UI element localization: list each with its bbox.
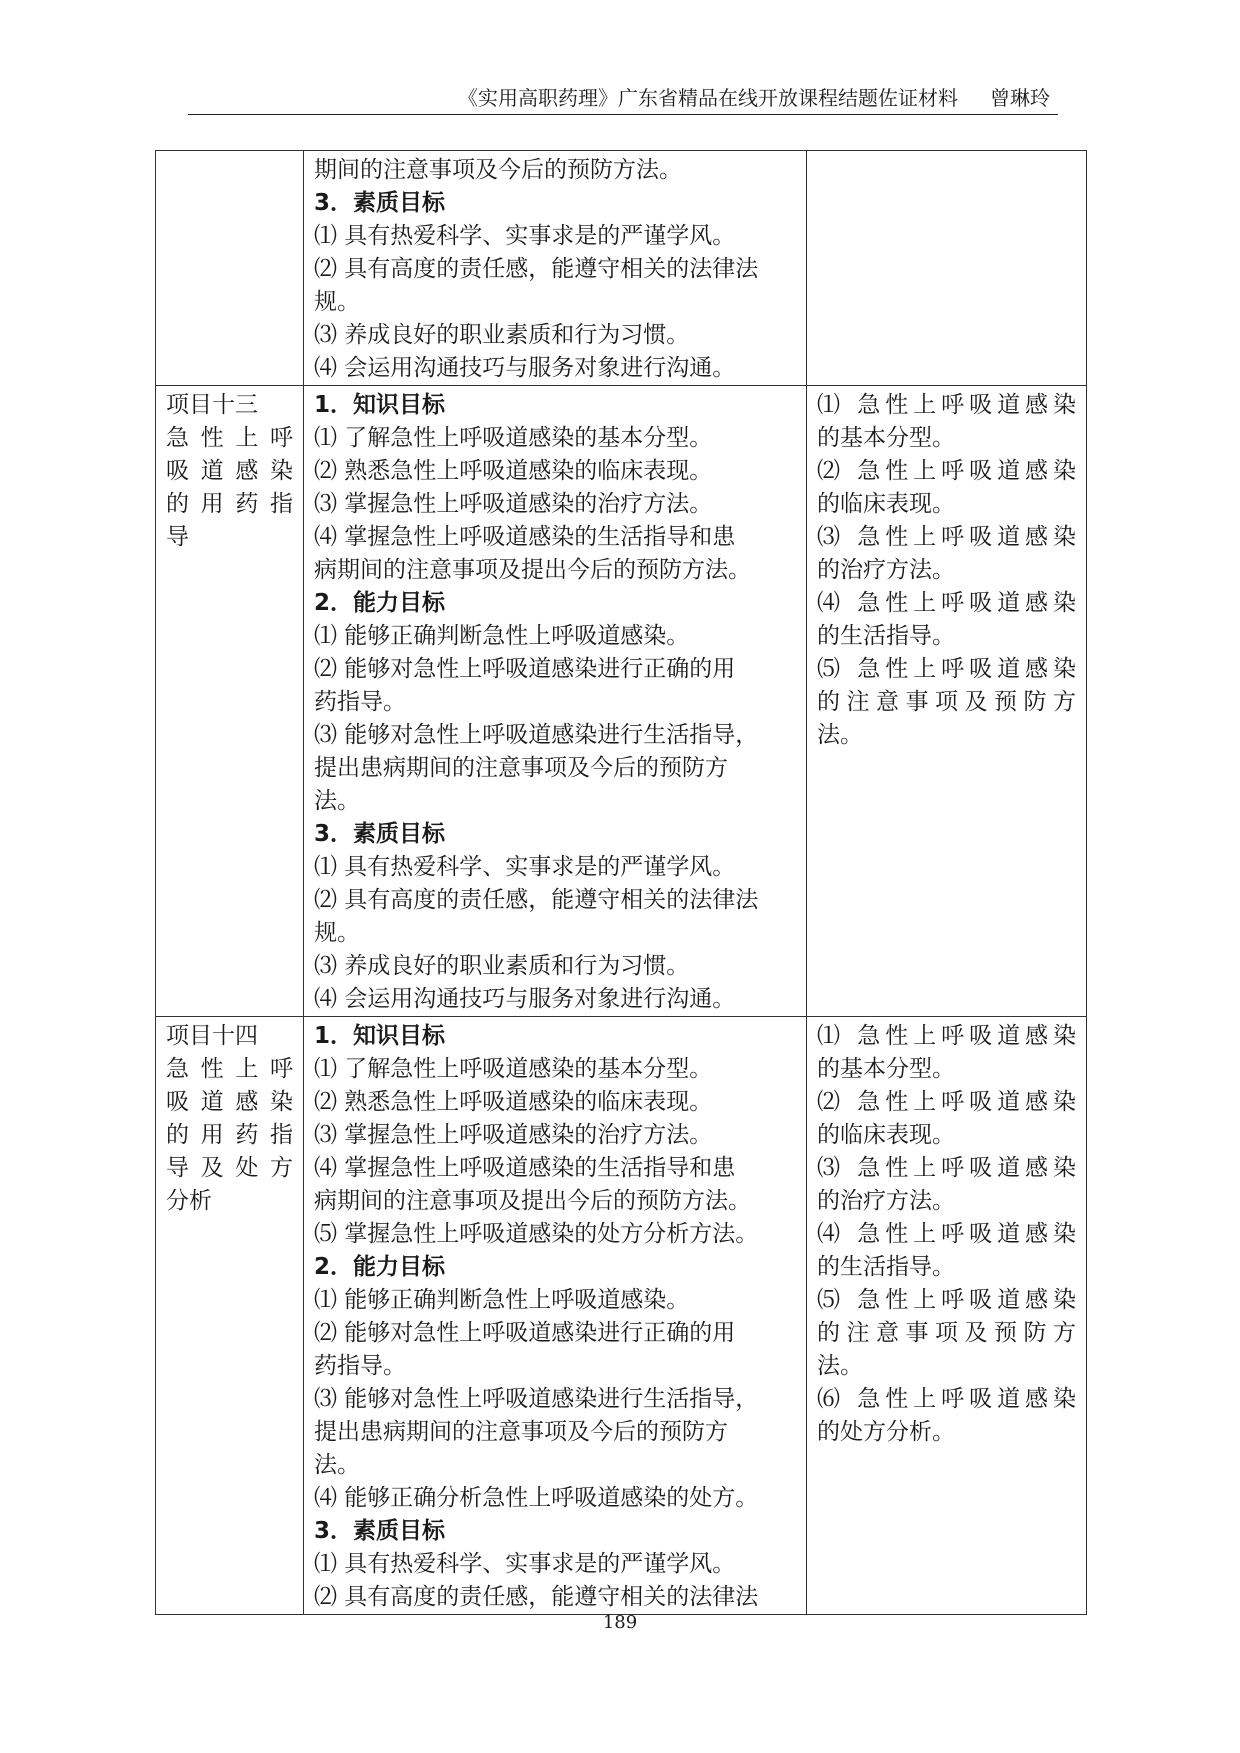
- objectives-cell: [304, 1017, 807, 1615]
- objective-line: 法。: [314, 1452, 360, 1478]
- key-point-line: 的注意事项及预防方: [817, 1320, 1076, 1346]
- objective-line: ⑴ 具有热爱科学、实事求是的严谨学风。: [314, 223, 736, 249]
- objective-line: ⑴ 能够正确判断急性上呼吸道感染。: [314, 1287, 690, 1313]
- objective-line: 药指导。: [314, 689, 406, 715]
- project-name-line: 急性上呼: [166, 425, 293, 451]
- objective-line: ⑴ 了解急性上呼吸道感染的基本分型。: [314, 425, 713, 451]
- key-point-line: ⑹ 急性上呼吸道感染: [817, 1386, 1076, 1412]
- table-body: [156, 151, 1087, 1615]
- objective-line: ⑵ 具有高度的责任感，能遵守相关的法律法: [314, 1584, 759, 1610]
- project-name-line: 的用药指: [166, 1122, 293, 1148]
- objective-line: 期间的注意事项及今后的预防方法。: [314, 157, 682, 183]
- objective-line: ⑷ 会运用沟通技巧与服务对象进行沟通。: [314, 355, 736, 381]
- objective-heading: 1．知识目标: [314, 1023, 446, 1049]
- objective-line: 规。: [314, 920, 360, 946]
- project-name-line: 导: [166, 524, 189, 550]
- objective-line: ⑶ 养成良好的职业素质和行为习惯。: [314, 953, 690, 979]
- header-title: 《实用高职药理》广东省精品在线开放课程结题佐证材料: [458, 86, 958, 110]
- project-name-line: 分析: [166, 1188, 212, 1214]
- page-header: [188, 84, 1058, 115]
- objective-line: ⑶ 掌握急性上呼吸道感染的治疗方法。: [314, 491, 713, 517]
- project-name-line: 导及处方: [166, 1155, 293, 1181]
- objective-line: 规。: [314, 289, 360, 315]
- key-point-line: 法。: [817, 722, 863, 748]
- objective-line: ⑸ 掌握急性上呼吸道感染的处方分析方法。: [314, 1221, 759, 1247]
- key-point-line: 的基本分型。: [817, 425, 955, 451]
- objective-line: ⑴ 了解急性上呼吸道感染的基本分型。: [314, 1056, 713, 1082]
- objective-line: ⑶ 养成良好的职业素质和行为习惯。: [314, 322, 690, 348]
- objective-line: ⑵ 熟悉急性上呼吸道感染的临床表现。: [314, 1089, 713, 1115]
- header-text: [458, 84, 1050, 112]
- objective-heading: 2．能力目标: [314, 590, 446, 616]
- objective-heading: 2．能力目标: [314, 1254, 446, 1280]
- key-point-line: 法。: [817, 1353, 863, 1379]
- objective-line: 药指导。: [314, 1353, 406, 1379]
- objective-line: ⑷ 能够正确分析急性上呼吸道感染的处方。: [314, 1485, 759, 1511]
- key-point-line: ⑵ 急性上呼吸道感染: [817, 458, 1076, 484]
- objective-line: ⑵ 能够对急性上呼吸道感染进行正确的用: [314, 1320, 736, 1346]
- objective-line: ⑷ 掌握急性上呼吸道感染的生活指导和患: [314, 524, 736, 550]
- key-point-line: ⑸ 急性上呼吸道感染: [817, 656, 1076, 682]
- objective-line: 提出患病期间的注意事项及今后的预防方: [314, 1419, 728, 1445]
- objective-line: ⑵ 具有高度的责任感，能遵守相关的法律法: [314, 887, 759, 913]
- objective-line: 病期间的注意事项及提出今后的预防方法。: [314, 1188, 751, 1214]
- key-point-line: ⑵ 急性上呼吸道感染: [817, 1089, 1076, 1115]
- key-point-line: ⑴ 急性上呼吸道感染: [817, 1023, 1076, 1049]
- key-points-cell: [807, 151, 1087, 386]
- key-point-line: 的治疗方法。: [817, 1188, 955, 1214]
- objective-line: 提出患病期间的注意事项及今后的预防方: [314, 755, 728, 781]
- page-number: 189: [602, 1612, 638, 1633]
- objective-heading: 1．知识目标: [314, 392, 446, 418]
- objective-line: ⑴ 具有热爱科学、实事求是的严谨学风。: [314, 1551, 736, 1577]
- project-name-line: 项目十四: [166, 1023, 258, 1049]
- key-point-line: 的注意事项及预防方: [817, 689, 1076, 715]
- objective-heading: 3．素质目标: [314, 190, 446, 216]
- key-point-line: ⑸ 急性上呼吸道感染: [817, 1287, 1076, 1313]
- key-point-line: 的处方分析。: [817, 1419, 955, 1445]
- objective-line: ⑵ 具有高度的责任感，能遵守相关的法律法: [314, 256, 759, 282]
- key-points-cell: [807, 1017, 1087, 1615]
- table-row: [156, 386, 1087, 1017]
- project-name-line: 急性上呼: [166, 1056, 293, 1082]
- objective-line: 病期间的注意事项及提出今后的预防方法。: [314, 557, 751, 583]
- project-name-cell: [156, 1017, 304, 1615]
- key-point-line: 的临床表现。: [817, 491, 955, 517]
- key-points-cell: [807, 386, 1087, 1017]
- project-name-line: 吸道感染: [166, 1089, 293, 1115]
- project-name-cell: [156, 151, 304, 386]
- course-objectives-table: [155, 150, 1087, 1615]
- key-point-line: 的临床表现。: [817, 1122, 955, 1148]
- key-point-line: ⑷ 急性上呼吸道感染: [817, 590, 1076, 616]
- objective-line: ⑵ 熟悉急性上呼吸道感染的临床表现。: [314, 458, 713, 484]
- project-name-cell: [156, 386, 304, 1017]
- objective-line: 法。: [314, 788, 360, 814]
- objective-line: ⑵ 能够对急性上呼吸道感染进行正确的用: [314, 656, 736, 682]
- key-point-line: ⑴ 急性上呼吸道感染: [817, 392, 1076, 418]
- project-name-line: 的用药指: [166, 491, 293, 517]
- objective-line: ⑶ 能够对急性上呼吸道感染进行生活指导，: [314, 722, 759, 748]
- objectives-cell: [304, 151, 807, 386]
- table-row: [156, 1017, 1087, 1615]
- table-row: [156, 151, 1087, 386]
- objective-line: ⑷ 掌握急性上呼吸道感染的生活指导和患: [314, 1155, 736, 1181]
- key-point-line: 的生活指导。: [817, 623, 955, 649]
- key-point-line: ⑶ 急性上呼吸道感染: [817, 524, 1076, 550]
- objectives-cell: [304, 386, 807, 1017]
- objective-line: ⑶ 掌握急性上呼吸道感染的治疗方法。: [314, 1122, 713, 1148]
- objective-line: ⑴ 具有热爱科学、实事求是的严谨学风。: [314, 854, 736, 880]
- objective-heading: 3．素质目标: [314, 821, 446, 847]
- project-name-line: 项目十三: [166, 392, 258, 418]
- objective-line: ⑴ 能够正确判断急性上呼吸道感染。: [314, 623, 690, 649]
- header-author: 曾琳玲: [990, 86, 1050, 110]
- objective-line: ⑶ 能够对急性上呼吸道感染进行生活指导，: [314, 1386, 759, 1412]
- key-point-line: 的生活指导。: [817, 1254, 955, 1280]
- key-point-line: ⑶ 急性上呼吸道感染: [817, 1155, 1076, 1181]
- objective-line: ⑷ 会运用沟通技巧与服务对象进行沟通。: [314, 986, 736, 1012]
- project-name-line: 吸道感染: [166, 458, 293, 484]
- key-point-line: 的基本分型。: [817, 1056, 955, 1082]
- objective-heading: 3．素质目标: [314, 1518, 446, 1544]
- key-point-line: ⑷ 急性上呼吸道感染: [817, 1221, 1076, 1247]
- key-point-line: 的治疗方法。: [817, 557, 955, 583]
